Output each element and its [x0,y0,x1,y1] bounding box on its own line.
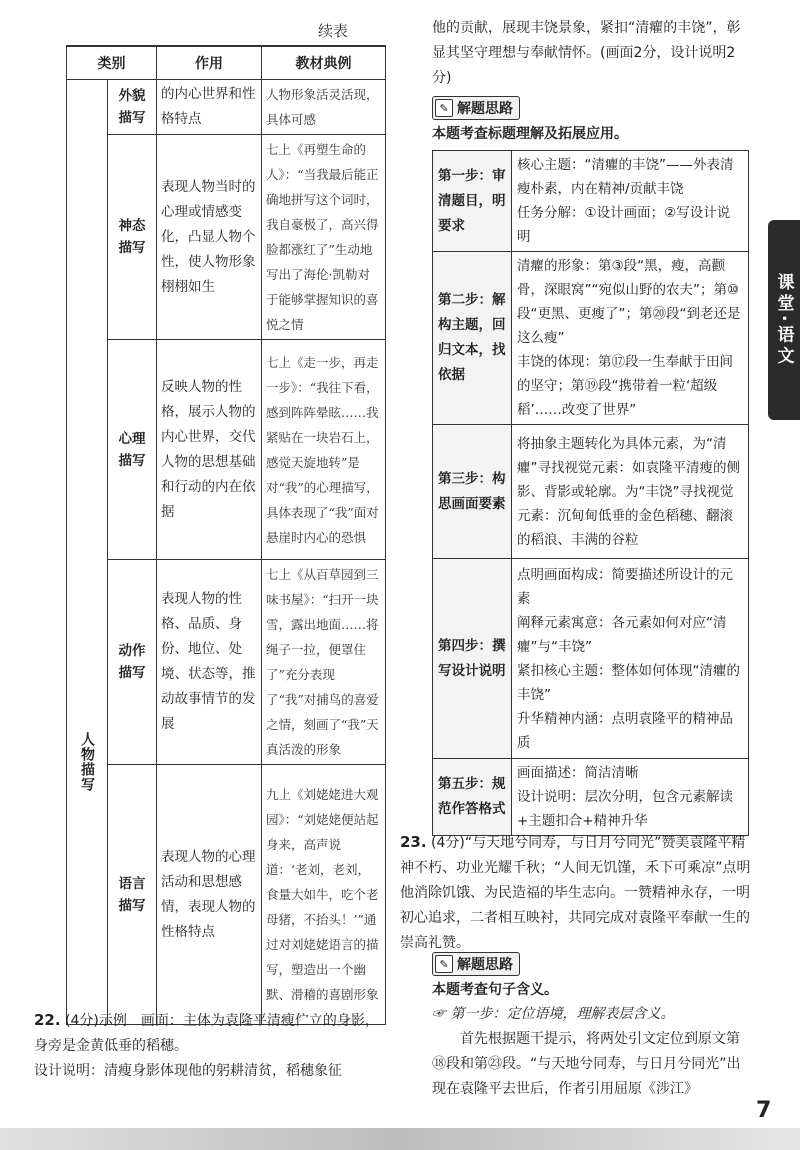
step-cell: 第四步：撰写设计说明 [433,559,512,759]
steps-table [432,150,749,836]
type-cell: 外貌描写 [108,80,157,135]
page-number: 7 [756,1098,772,1123]
table-row [433,425,749,559]
type-cell: 动作描写 [108,560,157,765]
analysis-tag-2 [432,952,520,976]
table-row [433,559,749,759]
q22-number: 22. [34,1011,61,1029]
table-row [433,151,749,252]
table-header-row [67,46,386,80]
q22-line1: (4分)示例 画面：主体为袁隆平清瘦伫立的身影，身旁是金黄低垂的稻穗。 [34,1013,379,1054]
q23-text: (4分)“与天地兮同寿，与日月兮同光”赞美袁隆平精神不朽、功业光耀千秋；“人间无饥馑，禾下可乘凉”点明他消除饥饿、为民造福的毕生志向。一赞精神永存，一明初心追求，二者相互映衬，共同完成对袁隆平奉献一生的崇高礼赞。 [400,835,751,951]
function-cell: 表现人物的性格、品质、身份、地位、处境、状态等，推动故事情节的发展 [157,560,262,765]
table-row [67,80,386,135]
function-cell: 的内心世界和性格特点 [157,80,262,135]
q23-number: 23. [400,833,427,851]
header-function: 作用 [157,46,262,80]
analysis-tag-1 [432,96,520,120]
type-cell: 心理描写 [108,340,157,560]
step-cell: 第五步：规范作答格式 [433,759,512,836]
example-cell: 人物形象活灵活现，具体可感 [262,80,386,135]
footer-band [0,1128,800,1150]
q23-block [400,830,752,956]
pencil-note-icon: ✎ [435,955,453,973]
table-row [433,252,749,425]
side-tab: 课堂·语文 [768,220,800,420]
final-paragraph: 首先根据题干提示，将两处引文定位到原文第⑱段和第㉓段。“与天地兮同寿，与日月兮同光”出现在袁隆平去世后，作者引用屈原《涉江》 [432,1031,741,1097]
category-label: 人物描写 [79,732,95,792]
category-cell [67,80,108,1025]
q22-line2: 设计说明：清瘦身影体现他的躬耕清贫，稻穗象征 [34,1063,342,1079]
analysis-tag-label: 解题思路 [457,957,513,973]
writing-techniques-table [66,45,386,1025]
table-row [67,340,386,560]
example-cell: 九上《刘姥姥进大观园》：“刘姥姥便站起身来，高声说道：‘老刘，老刘，食量大如牛，吃个老母猪，不抬头！’”通过对刘姥姥语言的描写，塑造出一个幽默、滑稽的喜剧形象 [262,765,386,1025]
header-example: 教材典例 [262,46,386,80]
type-cell: 语言描写 [108,765,157,1025]
step-cell: 第二步：解构主题，回归文本，找依据 [433,252,512,425]
content-cell: 核心主题：“清癯的丰饶”——外表清瘦朴素，内在精神/贡献丰饶 任务分解：①设计画面；②写设计说明 [512,151,749,252]
function-cell: 反映人物的性格，展示人物的内心世界，交代人物的思想基础和行动的内在依据 [157,340,262,560]
example-cell: 七上《从百草园到三味书屋》：“扫开一块雪，露出地面……将绳子一拉，便罩住了”充分表现了“我”对捕鸟的喜爱之情，刻画了“我”天真活泼的形象 [262,560,386,765]
content-cell: 将抽象主题转化为具体元素，为“清癯”寻找视觉元素：如袁隆平清瘦的侧影、背影或轮廓。为“丰饶”寻找视觉元素：沉甸甸低垂的金色稻穗、翻滚的稻浪、丰满的谷粒 [512,425,749,559]
content-cell: 点明画面构成：简要描述所设计的元素 阐释元素寓意：各元素如何对应“清癯”与“丰饶” 紧扣核心主题：整体如何体现“清癯的丰饶” 升华精神内涵：点明袁隆平的精神品质 [512,559,749,759]
table-row [67,135,386,340]
pencil-note-icon: ✎ [435,99,453,117]
hand-pointer-icon: ☞ [432,1006,446,1022]
header-category: 类别 [67,46,157,80]
analysis-intro-1: 本题考查标题理解及拓展应用。 [432,126,628,142]
example-cell: 七上《走一步，再走一步》：“我往下看，感到阵阵晕眩……我紧贴在一块岩石上，感觉天旋地转”是对“我”的心理描写，具体表现了“我”面对悬崖时内心的恐惧 [262,340,386,560]
step-cell: 第一步：审清题目，明要求 [433,151,512,252]
example-cell: 七上《再塑生命的人》：“当我最后能正确地拼写这个词时，我自豪极了，高兴得脸都涨红了”生动地写出了海伦·凯勒对于能够掌握知识的喜悦之情 [262,135,386,340]
continued-label: 续表 [318,22,349,40]
step-one-text: 第一步：定位语境，理解表层含义。 [450,1006,675,1022]
content-cell: 画面描述：简洁清晰 设计说明：层次分明，包含元素解读+主题扣合+精神升华 [512,759,749,836]
step-one-handwritten [432,1002,752,1027]
q22-continuation: 他的贡献，展现丰饶景象，紧扣“清癯的丰饶”，彰显其坚守理想与奉献情怀。(画面2分，设计说明2分) [432,20,741,86]
function-cell: 表现人物的心理活动和思想感情，表现人物的性格特点 [157,765,262,1025]
type-cell: 神态描写 [108,135,157,340]
q22-block [34,1008,386,1084]
function-cell: 表现人物当时的心理或情感变化，凸显人物个性，使人物形象栩栩如生 [157,135,262,340]
table-row [433,759,749,836]
table-row [67,765,386,1025]
analysis-intro-2: 本题考查句子含义。 [432,982,558,998]
table-row [67,560,386,765]
step-cell: 第三步：构思画面要素 [433,425,512,559]
content-cell: 清癯的形象：第③段“黑，瘦，高颧骨，深眼窝”“宛似山野的农夫”；第⑩段“更黑、更瘦了”；第⑳段“到老还是这么瘦” 丰饶的体现：第⑰段一生奉献于田间的坚守；第⑲段“携带着一粒‘超级稻’……改变了世界” [512,252,749,425]
analysis-tag-label: 解题思路 [457,101,513,117]
